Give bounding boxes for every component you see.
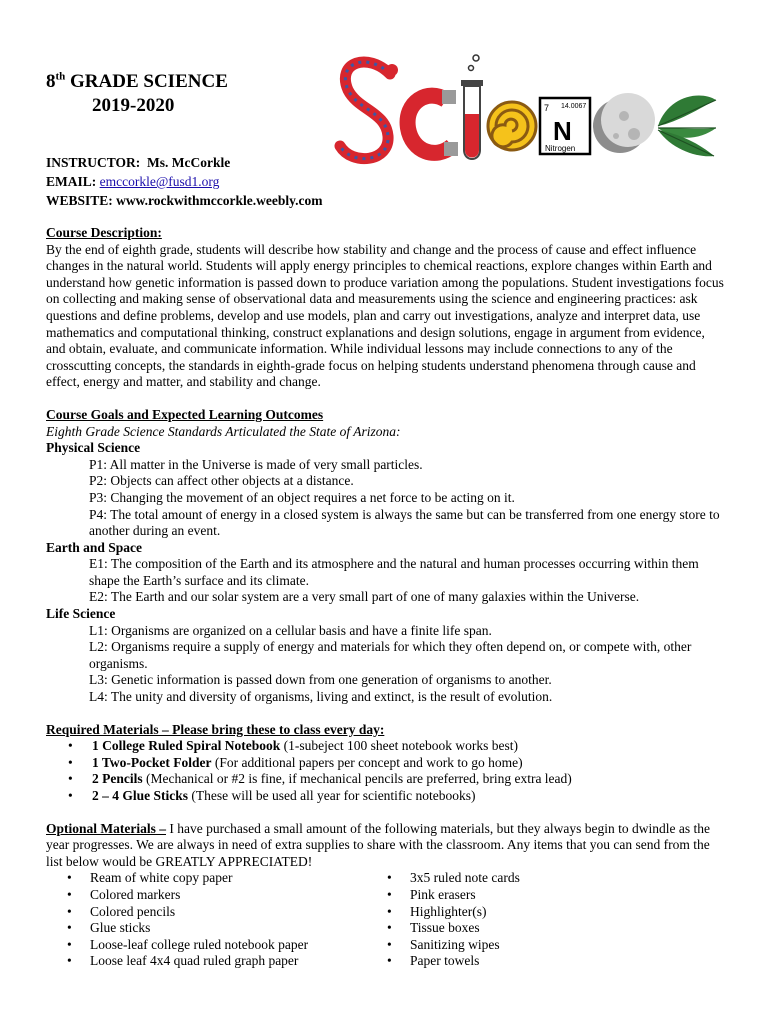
standard-item: L1: Organisms are organized on a cellular basis and have a finite life span.: [89, 622, 492, 638]
standard-item: L4: The unity and diversity of organisms, living and extinct, is the result of evolution.: [89, 689, 553, 705]
list-item: • Loose-leaf college ruled notebook paper: [46, 937, 386, 954]
instructor-line: INSTRUCTOR: Ms. McCorkle: [46, 155, 231, 170]
standard-item: P4: The total amount of energy in a closed system is always the same but can be transferred from one energy store to another during an event.: [89, 506, 720, 539]
list-item: • Paper towels: [386, 953, 726, 970]
standard-item: E2: The Earth and our solar system are a very small part of one of many galaxies within the Universe.: [89, 589, 640, 605]
course-description-heading: Course Description:: [46, 225, 162, 240]
logo-letter-c-moon-icon: [593, 93, 655, 153]
contact-block: [46, 153, 323, 210]
earth-space-title: Earth and Space: [46, 539, 143, 555]
standard-item: L2: Organisms require a supply of energy and materials for which they often depend on, or compete with, other organisms.: [89, 639, 692, 671]
standard-item: P1: All matter in the Universe is made of very small particles.: [89, 456, 423, 472]
logo-letter-s-dna-icon: [340, 62, 398, 159]
goals-heading: Course Goals and Expected Learning Outcomes: [46, 406, 324, 422]
optional-list-left: [46, 870, 386, 970]
page-title: [46, 70, 228, 94]
required-materials-list: [46, 738, 726, 804]
grade-ordinal: th: [55, 70, 66, 83]
instructor-name: Ms. McCorkle: [147, 155, 231, 170]
standard-item: P2: Objects can affect other objects at a distance.: [89, 473, 354, 489]
list-item: • Loose leaf 4x4 quad ruled graph paper: [46, 953, 386, 970]
list-item: • Pink erasers: [386, 887, 726, 904]
list-item: • Colored markers: [46, 887, 386, 904]
grade-number: 8: [46, 71, 56, 92]
list-item: • 2 – 4 Glue Sticks (These will be used all year for scientific notebooks): [46, 788, 726, 805]
standard-item: L3: Genetic information is passed down from one generation of organisms to another.: [89, 672, 552, 688]
list-item: • 2 Pencils (Mechanical or #2 is fine, if mechanical pencils are preferred, bring extra lead): [46, 771, 726, 788]
list-item: • 1 College Ruled Spiral Notebook (1-subeject 100 sheet notebook works best): [46, 738, 726, 755]
grade-title-text: GRADE SCIENCE: [65, 71, 228, 92]
list-item: • Tissue boxes: [386, 920, 726, 937]
standard-item: E1: The composition of the Earth and its atmosphere and the natural and human processes occurring within them shape the Earth’s surface and its climate.: [89, 556, 699, 588]
optional-list-right: [386, 870, 726, 970]
required-materials-heading: Required Materials – Please bring these to class every day:: [46, 721, 385, 737]
logo-letter-c-magnet-icon: [408, 90, 458, 156]
logo-letter-i-test-tube-icon: [461, 55, 483, 159]
document-header: [46, 70, 228, 118]
optional-materials-intro: Optional Materials – I have purchased a small amount of the following materials, but they always begin to dwindle as the year progresses. We are always in need of extra supplies to share with the classroom. Any items that you can send from the list below would be GREATLY APPRECIATED!: [46, 820, 710, 869]
list-item: • Glue sticks: [46, 920, 386, 937]
life-science-title: Life Science: [46, 606, 116, 622]
physical-science-title: Physical Science: [46, 440, 141, 456]
list-item: • Colored pencils: [46, 904, 386, 921]
email-line: EMAIL: emccorkle@fusd1.org: [46, 174, 220, 189]
science-logo: [328, 50, 718, 170]
website-url: www.rockwithmccorkle.weebly.com: [116, 193, 323, 208]
document-body: [46, 225, 726, 970]
logo-letter-e-shell-icon: [488, 102, 536, 150]
element-number: 7: [544, 103, 550, 113]
element-name: Nitrogen: [545, 144, 576, 153]
course-description-text: By the end of eighth grade, students will describe how stability and change and the process of cause and effect influence changes in the natural world. Students will apply energy principles to chemical reactions, explore changes within Earth and understand how genetic information is passed down to produce variation among the populations. Student investigations focus on collecting and making sense of observational data and measurements using the science and engineering practices: ask questions and define problems, develop and use models, plan and carry out investigations, analyze and interpret data, use mathematics and computational thinking, construct explanations and design solutions, engage in argument from evidence, and obtain, evaluate, and communicate information. While individual lessons may include connections to any of the crosscutting concepts, the standards in eighth-grade focus on helping students understand phenomena through cause and effect, energy and matter, and stability and change.: [46, 241, 724, 390]
school-year: 2019-2020: [92, 95, 175, 116]
website-line: WEBSITE: www.rockwithmccorkle.weebly.com: [46, 193, 323, 208]
list-item: • 1 Two-Pocket Folder (For additional papers per concept and work to go home): [46, 755, 726, 772]
standard-item: P3: Changing the movement of an object requires a net force to be acting on it.: [89, 489, 515, 505]
optional-materials-heading: Optional Materials –: [46, 820, 166, 836]
list-item: • 3x5 ruled note cards: [386, 870, 726, 887]
element-mass: 14.0067: [561, 103, 587, 110]
email-link[interactable]: emccorkle@fusd1.org: [99, 174, 220, 189]
logo-letter-e-leaves-icon: [658, 96, 716, 157]
list-item: • Highlighter(s): [386, 904, 726, 921]
element-symbol: N: [553, 116, 572, 146]
list-item: • Sanitizing wipes: [386, 937, 726, 954]
list-item: • Ream of white copy paper: [46, 870, 386, 887]
optional-materials-columns: [46, 870, 726, 970]
goals-subtitle: Eighth Grade Science Standards Articulated the State of Arizona:: [46, 423, 401, 439]
